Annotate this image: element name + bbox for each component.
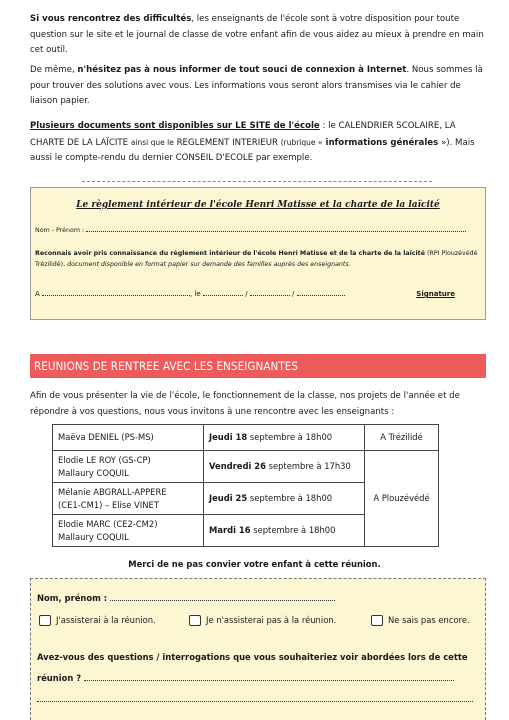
checkbox-attend[interactable] xyxy=(39,615,51,626)
reglement-signature-row: A , le / / Signature xyxy=(35,290,455,298)
date-cell: Vendredi 26 septembre à 17h30 xyxy=(204,451,365,483)
table-row xyxy=(53,425,439,451)
question-block: Avez-vous des questions / interrogations que vous souhaiteriez voir abordées lors de cette réunion ? xyxy=(37,647,477,710)
reunions-intro: Afin de vous présenter la vie de l'école, le fonctionnement de la classe, nos projets de l'année et de répondre à vos questions, nous vous invitons à une rencontre avec les enseignants : xyxy=(30,391,460,417)
checkbox-not-attend[interactable] xyxy=(189,615,201,626)
date-cell: Jeudi 25 septembre à 18h00 xyxy=(204,483,365,515)
reply-name-field[interactable] xyxy=(110,594,335,601)
meetings-table xyxy=(52,424,439,547)
cut-line xyxy=(82,181,432,182)
table-row xyxy=(53,451,439,483)
option-attend[interactable]: J'assisterai à la réunion. xyxy=(39,615,156,626)
teacher-cell: Elodie MARC (CE2-CM2) Mallaury COQUIL xyxy=(53,515,204,547)
place-cell: A Trézilidé xyxy=(365,425,439,451)
place-cell: A Plouzévédé xyxy=(365,451,439,547)
reglement-place-field[interactable] xyxy=(42,289,190,296)
merci-note: Merci de ne pas convier votre enfant à cette réunion. xyxy=(128,559,381,569)
reply-name-row: Nom, prénom : xyxy=(37,593,335,603)
reunion-reply-box xyxy=(30,578,486,720)
teacher-cell: Mélanie ABGRALL-APPERE (CE1-CM1) – Elise VINET xyxy=(53,483,204,515)
reglement-acknowledgement: Reconnais avoir pris connaissance du règlement intérieur de l'école Henri Matisse et de la charte de la laïcité (RPI Plouzévédé Trézilidé), document disponible en format papier sur demande des familles auprès des enseignants. xyxy=(35,250,478,268)
reglement-signature-label: Signature xyxy=(416,290,455,298)
reglement-name-field[interactable] xyxy=(86,225,466,232)
reglement-title: Le règlement intérieur de l'école Henri Matisse et la charte de la laïcité xyxy=(76,200,440,210)
reglement-form-box xyxy=(30,187,486,320)
question-field-line2[interactable] xyxy=(37,695,473,702)
reglement-year-field[interactable] xyxy=(297,289,345,296)
intro-paragraph-connexion: De même, n'hésitez pas à nous informer de tout souci de connexion à Internet. Nous sommes là pour trouver des solutions avec vous. Les informations vous seront alors transmises via le cahier de liaison papier. xyxy=(30,65,483,106)
reglement-month-field[interactable] xyxy=(250,289,290,296)
option-not-attend[interactable]: Je n'assisterai pas à la réunion. xyxy=(189,615,336,626)
intro-paragraph-difficultes: Si vous rencontrez des difficultés, les enseignants de l'école sont à votre disposition pour toute question sur le site et le journal de classe de votre enfant afin de vous aidez au mieux à prendre en main cet outil. xyxy=(30,14,484,55)
teacher-cell: Elodie LE ROY (GS-CP) Mallaury COQUIL xyxy=(53,451,204,483)
reglement-day-field[interactable] xyxy=(203,289,243,296)
teacher-cell: Maëva DENIEL (PS-MS) xyxy=(53,425,204,451)
reunions-banner: REUNIONS DE RENTREE AVEC LES ENSEIGNANTES xyxy=(30,354,486,378)
option-unsure[interactable]: Ne sais pas encore. xyxy=(371,615,470,626)
date-cell: Mardi 16 septembre à 18h00 xyxy=(204,515,365,547)
question-field-line1[interactable] xyxy=(84,674,454,681)
checkbox-unsure[interactable] xyxy=(371,615,383,626)
reglement-name-row: Nom - Prénom : xyxy=(35,225,466,237)
intro-paragraph-documents: Plusieurs documents sont disponibles sur LE SITE de l'école : le CALENDRIER SCOLAIRE, LA CHARTE DE LA LAÏCITE ainsi que le REGLEMENT INTERIEUR (rubrique « informations générales »). Mais aussi le compte-rendu du dernier CONSEIL D'ECOLE par exemple. xyxy=(30,121,475,163)
date-cell: Jeudi 18 septembre à 18h00 xyxy=(204,425,365,451)
